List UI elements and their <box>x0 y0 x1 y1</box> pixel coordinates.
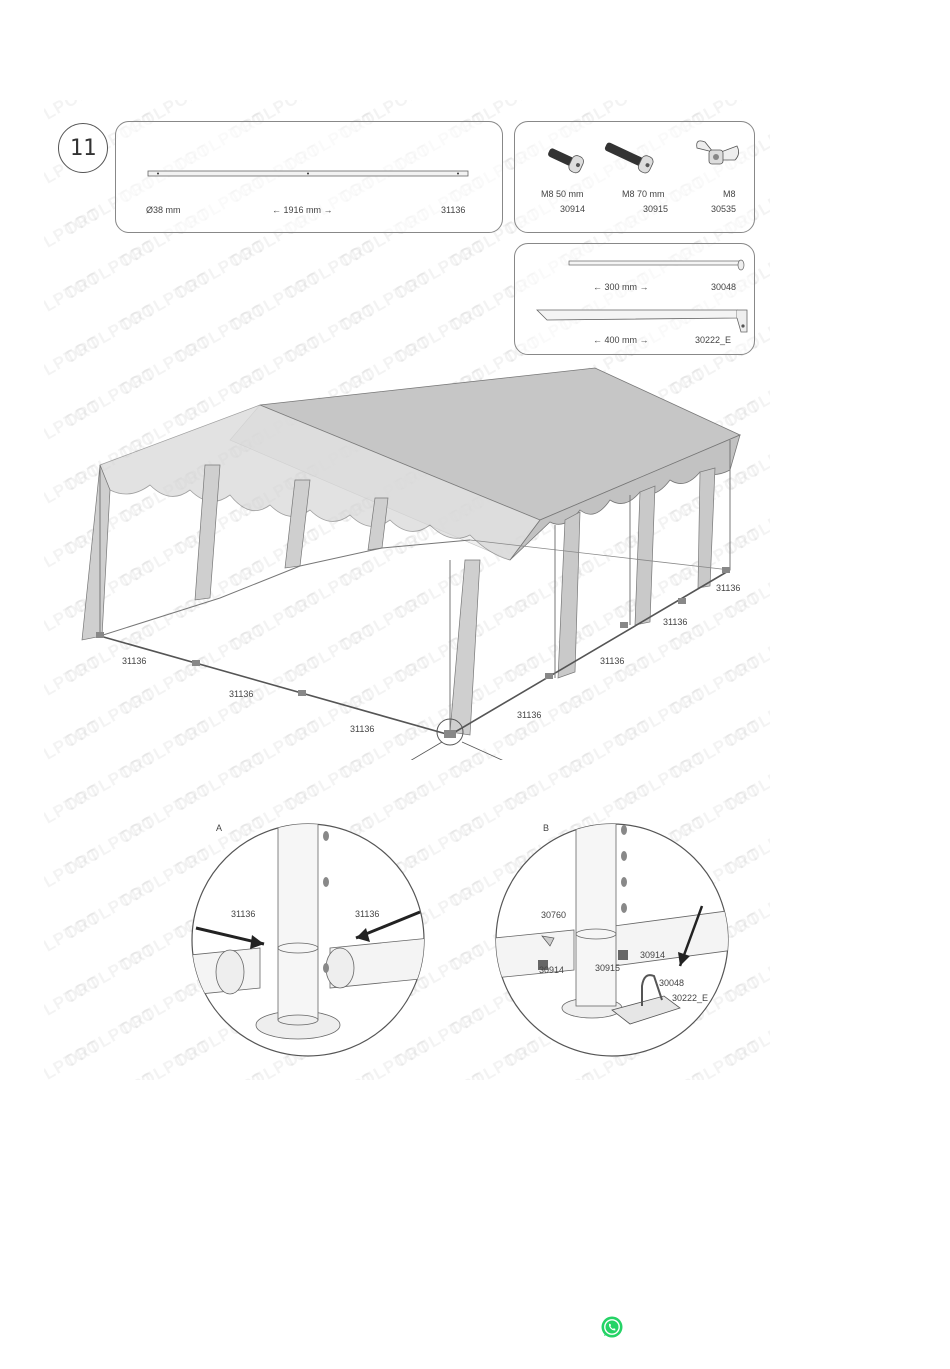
watermark-text <box>44 844 104 912</box>
bolt-parts-box <box>514 121 755 233</box>
pole-drawing <box>116 122 502 232</box>
bolt-short-icon <box>541 140 591 180</box>
tent-label-7: 31136 <box>716 583 741 593</box>
detail-a-right-code: 31136 <box>355 909 380 919</box>
watermark-text <box>336 268 434 336</box>
watermark-text <box>391 236 489 304</box>
watermark-text <box>44 108 49 176</box>
watermark-text <box>61 1068 159 1080</box>
bolt-long-icon <box>599 136 663 180</box>
wing-nut-spec: M8 <box>723 189 736 199</box>
tent-label-5: 31136 <box>600 656 625 666</box>
detail-b-code-wingbolt: 30760 <box>541 910 567 920</box>
detail-b-code-rod: 30048 <box>659 978 685 988</box>
watermark-text <box>171 1068 269 1080</box>
watermark-text <box>611 1068 709 1080</box>
detail-b-code-bolt-long: 30915 <box>595 963 621 973</box>
rod-400-code: 30222_E <box>695 335 732 345</box>
tent-label-1: 31136 <box>122 656 147 666</box>
watermark-text <box>61 300 159 368</box>
tent-label-4: 31136 <box>517 710 542 720</box>
watermark-text <box>281 236 379 304</box>
watermark-text <box>44 204 104 272</box>
whatsapp-icon[interactable] <box>600 1315 624 1339</box>
watermark-text <box>61 236 159 304</box>
watermark-text <box>391 1068 489 1080</box>
watermark-text <box>61 940 159 1008</box>
bolt-long-spec: M8 70 mm <box>622 189 665 199</box>
rod-300-code: 30048 <box>711 282 737 292</box>
watermark-text <box>44 748 49 816</box>
wing-nut-code: 30535 <box>711 204 737 214</box>
watermark-text <box>44 364 49 432</box>
bolt-long-code: 30915 <box>643 204 669 214</box>
tent-frame-illustration <box>70 360 770 760</box>
watermark-text <box>44 300 49 368</box>
pole-diameter: Ø38 mm <box>146 205 181 215</box>
watermark-text <box>116 268 214 336</box>
detail-b-illustration <box>494 820 734 1060</box>
watermark-text <box>501 1068 599 1080</box>
watermark-text <box>44 1004 49 1072</box>
bolt-short-spec: M8 50 mm <box>541 189 584 199</box>
pole-length: ← 1916 mm → <box>272 205 333 215</box>
tent-label-6: 31136 <box>663 617 688 627</box>
tent-label-2: 31136 <box>229 689 254 699</box>
rod-parts-box <box>514 243 755 355</box>
watermark-text <box>44 908 104 976</box>
watermark-text <box>44 236 49 304</box>
rod-300-length: ← 300 mm → <box>593 282 649 292</box>
watermark-text <box>44 1036 104 1080</box>
detail-b-code-bracket: 30222_E <box>672 993 709 1003</box>
bolt-short-code: 30914 <box>560 204 586 214</box>
pole-code: 31136 <box>441 205 466 215</box>
watermark-text <box>171 300 269 368</box>
watermark-text <box>391 300 489 368</box>
wing-nut-icon <box>691 134 743 178</box>
watermark-text <box>44 812 49 880</box>
watermark-text <box>44 1068 49 1080</box>
watermark-text <box>44 940 49 1008</box>
watermark-text <box>44 780 104 848</box>
watermark-text <box>721 1068 770 1080</box>
detail-a-letter: A <box>216 823 223 833</box>
step-number: 11 <box>58 123 108 173</box>
watermark-text <box>44 172 49 240</box>
watermark-text <box>171 236 269 304</box>
watermark-text <box>61 876 159 944</box>
watermark-text <box>281 1068 379 1080</box>
detail-b-code-bolt-right: 30914 <box>640 950 666 960</box>
detail-a-left-code: 31136 <box>231 909 256 919</box>
watermark-text <box>44 684 49 752</box>
watermark-text <box>44 268 104 336</box>
watermark-text <box>44 972 104 1040</box>
detail-b-letter: B <box>543 823 550 833</box>
watermark-text <box>44 492 49 560</box>
detail-b-code-bolt-left: 30914 <box>539 965 565 975</box>
watermark-text <box>61 1004 159 1072</box>
tent-label-3: 31136 <box>350 724 375 734</box>
pole-parts-box <box>115 121 503 233</box>
watermark-text <box>44 428 49 496</box>
watermark-text <box>44 876 49 944</box>
watermark-text <box>226 268 324 336</box>
watermark-text <box>44 620 49 688</box>
watermark-text <box>281 300 379 368</box>
detail-a-illustration <box>190 820 430 1060</box>
watermark-text <box>44 556 49 624</box>
rod-400-length: ← 400 mm → <box>593 335 649 345</box>
watermark-text <box>61 812 159 880</box>
